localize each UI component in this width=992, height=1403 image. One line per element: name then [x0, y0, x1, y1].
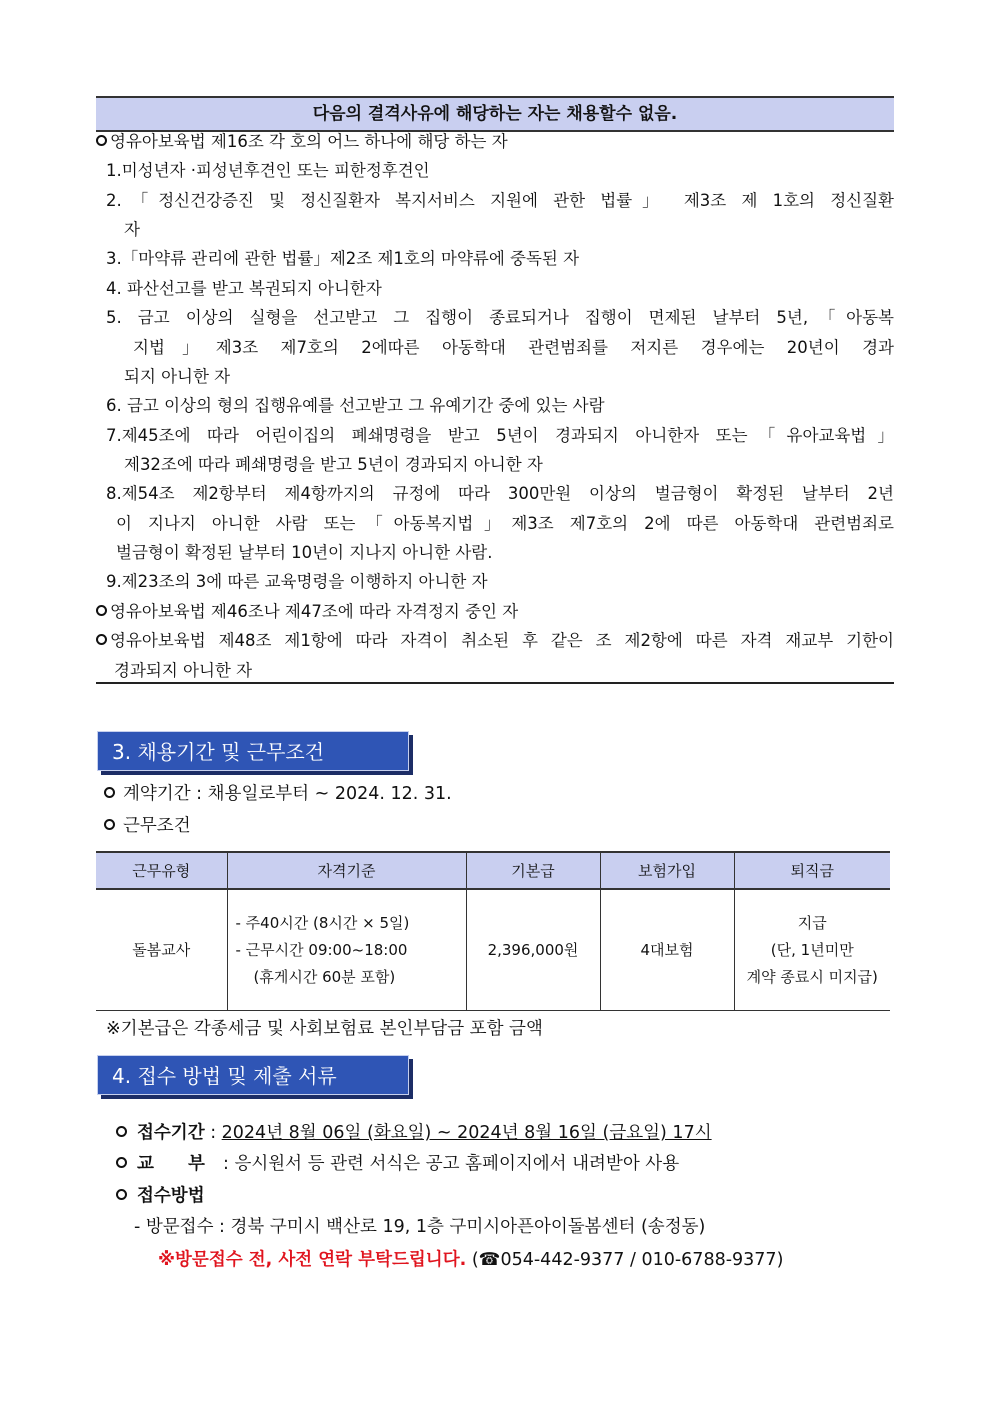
contract-period: 계약기간 : 채용일로부터 ~ 2024. 12. 31. — [104, 779, 452, 809]
table-row — [96, 889, 890, 1011]
circle-bullet-icon — [116, 1189, 127, 1200]
disq-line-14: 벌금형이 확정된 날부터 10년이 지나지 아니한 사람. — [116, 543, 493, 562]
disq-line-12: 8.제54조 제2항부터 제4항까지의 규정에 따라 300만원 이상의 벌금형이 확정된 날부터 2년 — [106, 484, 894, 503]
salary-note: ※기본급은 각종세금 및 사회보험료 본인부담금 포함 금액 — [106, 1019, 543, 1039]
contact-notice: ※방문접수 전, 사전 연락 부탁드립니다. (☎054-442-9377 / 010-6788-9377) — [158, 1250, 784, 1270]
disq-line-11: 제32조에 따라 폐쇄명령을 받고 5년이 경과되지 아니한 자 — [124, 455, 543, 474]
section4-heading: 4. 접수 방법 및 제출 서류 — [97, 1055, 409, 1095]
circle-bullet-icon — [104, 819, 115, 830]
disq-line-4: 3.「마약류 관리에 관한 법률」제2조 제1호의 마약류에 중독된 자 — [106, 249, 580, 268]
cell-salary: 2,396,000원 — [466, 889, 600, 1011]
disq-line-7: 지법」제3조 제7호의 2에따른 아동학대 관련범죄를 저지른 경우에는 20년이 경과 — [133, 338, 894, 357]
disq-line-13: 이 지나지 아니한 사람 또는「아동복지법」제3조 제7호의 2에 따른 아동학대 관련범죄로 — [116, 514, 894, 533]
cell-insurance: 4대보험 — [600, 889, 734, 1011]
circle-bullet-icon — [96, 135, 107, 146]
disq-line-17: 영유아보육법 제48조 제1항에 따라 자격이 취소된 후 같은 조 제2항에 따른 자격 재교부 기한이 — [96, 626, 894, 655]
cell-type: 돌봄교사 — [96, 889, 227, 1011]
disq-line-0: 영유아보육법 제16조 각 호의 어느 하나에 해당 하는 자 — [96, 127, 894, 156]
disq-line-9: 6. 금고 이상의 형의 집행유예를 선고받고 그 유예기간 중에 있는 사람 — [106, 396, 605, 415]
disqualification-bottom-rule — [96, 682, 894, 684]
circle-bullet-icon — [96, 634, 107, 645]
disq-line-5: 4. 파산선고를 받고 복권되지 아니한자 — [106, 279, 382, 298]
header-cell: 자격기준 — [227, 852, 466, 889]
disqualification-title: 다음의 결격사유에 해당하는 자는 채용할수 없음. — [96, 96, 894, 132]
receipt-method-label: 접수방법 — [116, 1181, 205, 1211]
header-cell: 퇴직금 — [734, 852, 890, 889]
table-header-row — [96, 852, 890, 889]
circle-bullet-icon — [116, 1126, 127, 1137]
disq-line-2: 2.「정신건강증진 및 정신질환자 복지서비스 지원에 관한 법률」 제3조 제 1호의 정신질환 — [106, 191, 894, 210]
forms-info: 교 부 : 응시원서 등 관련 서식은 공고 홈페이지에서 내려받아 사용 — [116, 1149, 679, 1179]
cell-criteria: - 주40시간 (8시간 × 5일) - 근무시간 09:00~18:00 (휴게시간 60분 포함) — [227, 889, 466, 1011]
circle-bullet-icon — [116, 1157, 127, 1168]
circle-bullet-icon — [96, 605, 107, 616]
circle-bullet-icon — [104, 787, 115, 798]
receipt-period: 접수기간 : 2024년 8월 06일 (화요일) ~ 2024년 8월 16일 (금요일) 17시 — [116, 1118, 712, 1148]
disq-line-10: 7.제45조에 따라 어린이집의 폐쇄명령을 받고 5년이 경과되지 아니한자 또는「유아교육법」 — [106, 426, 894, 445]
header-cell: 보험가입 — [600, 852, 734, 889]
disq-line-3: 자 — [124, 220, 140, 239]
cell-severance: 지급 (단, 1년미만 계약 종료시 미지급) — [734, 889, 890, 1011]
work-conditions-label: 근무조건 — [104, 811, 191, 841]
header-cell: 근무유형 — [96, 852, 227, 889]
disq-line-6: 5. 금고 이상의 실형을 선고받고 그 집행이 종료되거나 집행이 면제된 날부터 5년,「아동복 — [106, 308, 894, 327]
work-conditions-table — [96, 851, 890, 1011]
disq-line-18: 경과되지 아니한 자 — [114, 661, 253, 680]
disq-line-16: 영유아보육법 제46조나 제47조에 따라 자격정지 중인 자 — [96, 597, 894, 626]
disq-line-8: 되지 아니한 자 — [124, 367, 231, 386]
visit-receipt: - 방문접수 : 경북 구미시 백산로 19, 1층 구미시아픈아이돌봄센터 (송정동) — [134, 1217, 706, 1237]
disq-line-1: 1.미성년자 ·피성년후견인 또는 피한정후견인 — [106, 161, 430, 180]
header-cell: 기본급 — [466, 852, 600, 889]
section3-heading: 3. 채용기간 및 근무조건 — [97, 731, 409, 771]
disq-line-15: 9.제23조의 3에 따른 교육명령을 이행하지 아니한 자 — [106, 572, 488, 591]
